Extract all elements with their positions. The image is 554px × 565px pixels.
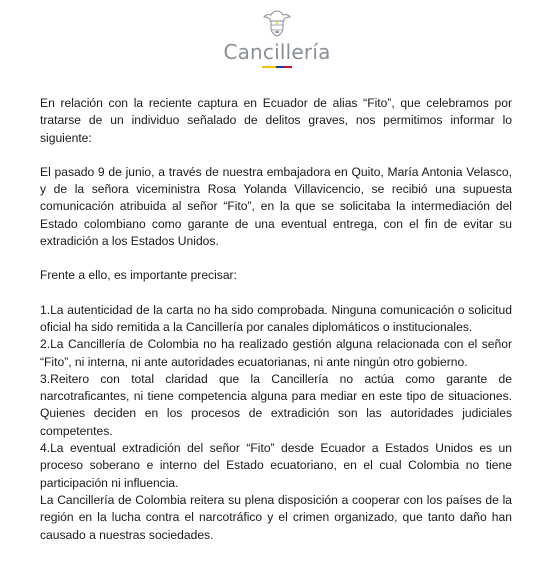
flag-yellow-stripe [262,66,276,68]
point-item: 2.La Cancillería de Colombia no ha realizado gestión alguna relacionada con el señor “Fito”, ni interna, ni ante autoridades ecuatorianas, ni ante ningún otro gobierno. [40,337,512,369]
flag-red-stripe [284,66,292,68]
point-item: 4.La eventual extradición del señor “Fito” desde Ecuador a Estados Unidos es un proceso soberano e interno del Estado ecuatoriano, en el cual Colombia no tiene participación ni influencia. [40,441,512,490]
statement-body [40,95,512,544]
colombia-coat-of-arms-icon [262,8,292,38]
point-item: 1.La autenticidad de la carta no ha sido comprobada. Ninguna comunicación o solicitud oficial ha sido remitida a la Cancillería por canales diplomáticos o institucionales. [40,302,512,334]
brand-name: Cancillería [223,40,331,64]
point-item: 3.Reitero con total claridad que la Cancillería no actúa como garante de narcotraficantes, ni tiene competencia alguna para mediar en este tipo de situaciones. Quienes deciden en los procesos de extradición son las autoridades judiciales competentes. [40,371,512,438]
flag-bar [0,66,554,68]
points-list [40,302,512,544]
intro-paragraph: En relación con la reciente captura en Ecuador de alias “Fito”, que celebramos por tratarse de un individuo señalado de delitos graves, nos permitimos informar lo siguiente: [40,96,512,145]
flag-blue-stripe [276,66,284,68]
paragraph-clarify-lead: Frente a ello, es importante precisar: [40,268,237,283]
paragraph-letter-received: El pasado 9 de junio, a través de nuestra embajadora en Quito, María Antonia Velasco, y de la señora viceministra Rosa Yolanda Villavicencio, se recibió una supuesta comunicación atribuida al señor “Fito”, en la que se solicitaba la intermediación del Estado colombiano como garante de una eventual entrega, con el fin de evitar su extradición a los Estados Unidos. [40,164,512,249]
closing-paragraph: La Cancillería de Colombia reitera su plena disposición a cooperar con los países de la región en la lucha contra el narcotráfico y el crimen organizado, que tanto daño han causado a nuestras sociedades. [40,492,512,542]
letterhead [0,8,554,68]
